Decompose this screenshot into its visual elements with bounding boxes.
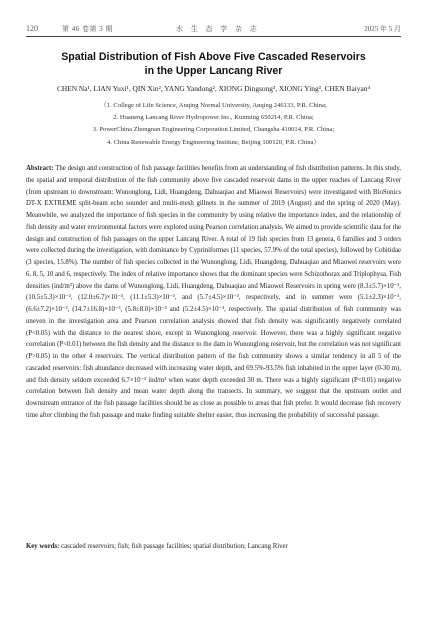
author-list: CHEN Na¹, LIAN Yuxi¹, QIN Xin², YANG Yandong², XIONG Dingsong³, XIONG Ying³, CHEN Baiyan⁴ [56,84,371,93]
header-rule [26,36,401,37]
keywords-text: cascaded reservoirs; fish; fish passage facilities; spatial distribution; Lancang River [61,543,288,550]
paper-title [26,50,401,78]
abstract [26,163,401,422]
keywords-label: Key words: [26,543,60,550]
title-line-2: in the Upper Lancang River [144,65,283,77]
title-line-1: Spatial Distribution of Fish Above Five Cascaded Reservoirs [61,51,366,63]
affiliations [26,100,401,149]
keywords [26,541,401,552]
abstract-label: Abstract: [26,165,54,172]
affiliation-4: 4. China Renewable Energy Engineering Institute, Beijing 100120, P.R. China） [106,138,321,146]
affiliation-2: 2. Huaneng Lancang River Hydropower Inc., Kunming 650214, P.R. China; [113,114,314,122]
page-number: 120 [26,24,38,33]
affiliation-1: （1. College of Life Science, Anqing Normal University, Anqing 246133, P.R. China; [100,102,327,109]
abstract-text: The design and construction of fish passage facilities benefits from an understanding of fish distribution patterns. In this study, the spatial and temporal distribution of the fish community above five cascaded reservoir dams in the upper reaches of Lancang River (from upstream to downstream: Wunonglong, Lidi, Huangdeng, Dahuaqiao and Miaowei Reservoirs) were investigated with BioSonics DT-X EXTREME split-beam echo sounder and multi-mesh gillnets in the summer of 2019 (August) and the spring of 2020 (May). Meanwhile, we analyzed the importance of fish species in the community by using relative the importance index, and the relationship of fish density and water environmental factors were explored using Pearson correlation analysis. We aimed to provide scientific data for the design and construction of fish passages on the upper Lancang River. A total of 19 fish species from 13 genera, 6 families and 3 orders were collected during the investigation, with dominance by Cypriniformes (11 species, 57.9% of the total species), followed by Cobitidae (3 species, 15.8%). The number of fish species collected in the Wunonglong, Lidi, Huangdeng, Dahuaqiao and Miaowei reservoirs were 6, 8, 5, 10 and 6, respectively. The index of relative importance shows that the dominant species were Schizothorax and Triplophysa. Fish densities (ind/m³) above the dams of Wunonglong, Lidi, Huangdeng, Dahuaqiao and Miaowei Reservoirs in spring were (8.3±5.7)×10⁻³, (10.5±5.3)×10⁻³, (12.0±6.7)×10⁻³, (11.1±5.3)×10⁻³, and (5.7±4.5)×10⁻³, respectively, and in summer were (5.1±2.3)×10⁻³, (6.6±7.2)×10⁻³, (14.7±16.8)×10⁻³, (5.8±8.0)×10⁻³ and (5.2±4.5)×10⁻³, respectively. The spatial distribution of fish community was uneven in the investigation area and Pearson correlation analysis showed that fish density was significantly negatively correlated (P<0.05) with the distance to the nearest shore, except in Wunonglong reservoir. However, there was a highly significant negative correlation (P<0.01) between the fish density and the distance to the dam in Wunonglong reservoir, but the correlation was not significant (P>0.05) in the other 4 reservoirs. The vertical distribution pattern of the fish community shows a similar tendency in all 5 of the cascaded reservoirs: fish abundance decreased with increasing water depth, and 69.5%-93.5% fish inhabited in the upper layer (0-30 m), and fish density seldom exceeded 6.7×10⁻³ ind/m³ when water depth exceeded 30 m. There was a highly significant (P<0.01) negative correlation between fish density and mean water depth along the transects. In summary, we suggest that the upstream outlet and downstream entrance of the fish passage facilities should be as close as possible to areas that fish prefer. It would decrease fish recovery time after climbing the fish passage and make finding suitable shelter easier, thus increasing the probability of successful passage. [26,165,402,419]
affiliation-3: 3. PowerChina Zhongnan Engineering Corporation Limited, Changsha 410014, P.R. China; [92,126,335,134]
journal-name: 水 生 态 学 杂 志 [176,25,260,33]
issue-date: 2025 年 5 月 [364,25,401,33]
volume-issue: 第 46 卷第 3 期 [62,25,113,33]
